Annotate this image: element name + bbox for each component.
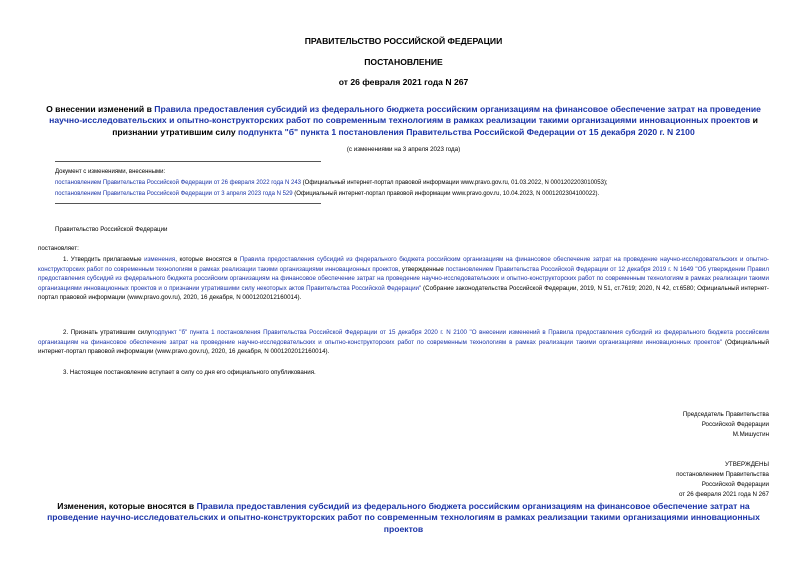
- p1-changes-link[interactable]: изменения: [144, 256, 176, 263]
- title-text: О внесении изменений в: [46, 104, 155, 114]
- amendment-link-2022[interactable]: постановлением Правительства Российской Федерации от 26 февраля 2022 года N 243: [55, 180, 301, 186]
- p1-rules-link[interactable]: Правила предоставления субсидий из федерального бюджета российским организациям на финансовое обеспечение затрат на проведение научно-исследовательских и опытно-конструкторских работ по современным технологиям в рамках реализации такими организациями инновационных проектов: [38, 256, 769, 273]
- document-type-heading: ПОСТАНОВЛЕНИЕ: [364, 57, 443, 67]
- p2-repeal-link[interactable]: подпункт "б" пункта 1 постановления Правительства Российской Федерации от 15 декабря 2020 г. N 2100 "О внесении изменений в Правила предоставления субсидий из федерального бюджета российским организациям на финансовое обеспечение затрат на проведение научно-исследовательских и опытно-конструкторских работ по современным технологиям в рамках реализации такими организациями инновационных проектов": [38, 329, 770, 346]
- p1-text: , утвержденные: [398, 265, 446, 273]
- paragraph-2: [38, 328, 769, 357]
- approval-date: от 26 февраля 2021 года N 267: [678, 491, 769, 498]
- p2-text: 2. Признать утратившим силу: [63, 329, 151, 336]
- p2-text: (Официальный интернет-портал правовой информации (www.pravo.gov.ru), 2020, 16 декабря, N 0001202012160014).: [38, 338, 769, 356]
- signature-name: М.Мишустин: [732, 431, 769, 438]
- p1-resolution-1649-link[interactable]: постановлением Правительства Российской Федерации от 12 декабря 2019 г. N 1649 "Об утверждении Правил предоставления субсидий из федерального бюджета российским организациям на финансовое обеспечение затрат на проведение научно-исследовательских и опытно-конструкторских работ по современным технологиям в рамках реализации такими организациями инновационных проектов и о признании утратившими силу некоторых актов Правительства Российской Федерации": [38, 265, 769, 292]
- signature-country: Российской Федерации: [701, 421, 769, 428]
- approval-block: [676, 460, 769, 500]
- title-repeal-link[interactable]: подпункта "б" пункта 1 постановления Правительства Российской Федерации от 15 декабря 2020 г. N 2100: [238, 126, 695, 137]
- amendments-block: [55, 167, 775, 200]
- amendment-link-2023[interactable]: постановлением Правительства Российской Федерации от 3 апреля 2023 года N 529: [55, 191, 293, 197]
- appendix-title: [38, 501, 769, 535]
- amendment-text: (Официальный интернет-портал правовой информации www.pravo.gov.ru, 01.03.2022, N 0001202203010053);: [301, 180, 608, 186]
- divider-bottom: [55, 203, 321, 204]
- signature-position: Председатель Правительства: [682, 411, 769, 418]
- paragraph-1: [38, 255, 769, 303]
- p1-text: (Собрание законодательства Российской Федерации, 2019, N 51, ст.7619; 2020, N 42, ст.6580; Официальный интернет-портал правовой информации (www.pravo.gov.ru), 2020, 16 декабря, N 0001202012160014).: [38, 284, 769, 302]
- government-line: Правительство Российской Федерации: [55, 226, 168, 233]
- government-heading: ПРАВИТЕЛЬСТВО РОССИЙСКОЙ ФЕДЕРАЦИИ: [304, 36, 503, 46]
- amendment-text: (Официальный интернет-портал правовой информации www.pravo.gov.ru, 10.04.2023, N 0001202304100022).: [292, 191, 600, 197]
- approval-line: постановлением Правительства: [676, 471, 769, 478]
- paragraph-3: 3. Настоящее постановление вступает в силу со дня его официального опубликования.: [63, 369, 316, 376]
- p1-text: , которые вносятся в: [175, 256, 240, 263]
- title-rules-link[interactable]: Правила предоставления субсидий из федерального бюджета российским организациям на финансовое обеспечение затрат на проведение научно-исследовательских и опытно-конструкторских работ по современным технологиям в рамках реализации такими организациями инновационных проектов: [49, 104, 761, 126]
- signature-block: [683, 410, 769, 440]
- title-text-2: и признании утратившим силу: [112, 115, 758, 137]
- divider-top: [55, 161, 321, 162]
- appendix-text: Изменения, которые вносятся в: [57, 501, 197, 511]
- edition-note: (с изменениями на 3 апреля 2023 года): [346, 146, 461, 153]
- amendment-item: [55, 178, 775, 189]
- approval-line: Российской Федерации: [701, 481, 769, 488]
- approval-heading: УТВЕРЖДЕНЫ: [725, 461, 769, 468]
- document-title: [38, 104, 769, 138]
- amendment-item: [55, 189, 775, 200]
- amendments-intro: Документ с изменениями, внесенными:: [55, 169, 166, 175]
- appendix-rules-link[interactable]: Правила предоставления субсидий из федерального бюджета российским организациям на финансовое обеспечение затрат на проведение научно-исследовательских и опытно-конструкторских работ по современным технологиям в рамках реализации такими организациями инновационных проектов: [47, 501, 760, 534]
- document-date-number: от 26 февраля 2021 года N 267: [338, 77, 469, 87]
- p1-text: 1. Утвердить прилагаемые: [63, 256, 145, 263]
- resolves-line: постановляет:: [38, 245, 79, 252]
